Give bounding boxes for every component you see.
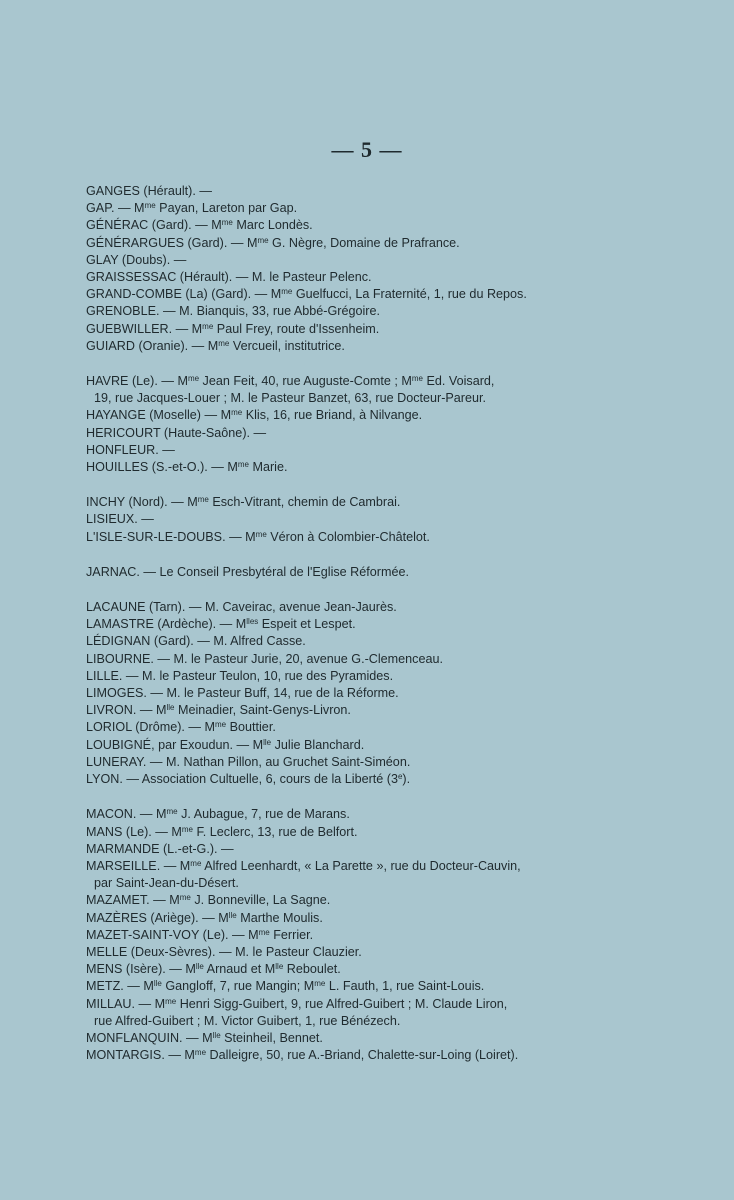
listing-entry xyxy=(86,442,612,459)
title-abbreviation: me xyxy=(255,529,267,539)
entry-line: LILLE. — M. le Pasteur Teulon, 10, rue des Pyramides. xyxy=(86,668,394,683)
entry-line: INCHY (Nord). — $M^{me}$ Esch-Vitrant, chemin de Cambrai. xyxy=(86,495,401,510)
title-abbreviation: me xyxy=(165,996,177,1006)
title-abbreviation: me xyxy=(190,858,202,868)
listing-entry xyxy=(86,754,612,771)
listing-entry xyxy=(86,892,612,909)
entry-line: MAZÈRES (Ariège). — $M^{lle}$ Marthe Moulis. xyxy=(86,910,323,925)
entry-line: MENS (Isère). — $M^{lle}$ Arnaud et $M^{lle}$ Reboulet. xyxy=(86,962,341,977)
page-number: — 5 — xyxy=(331,137,403,162)
title-abbreviation: me xyxy=(214,720,227,730)
entry-line: GRAND-COMBE (La) (Gard). — $M^{me}$ Guelfucci, La Fraternité, 1, rue du Repos. xyxy=(86,287,527,302)
entry-line: JARNAC. — Le Conseil Presbytéral de l'Eglise Réformée. xyxy=(86,564,409,579)
listing-entry xyxy=(86,494,612,511)
title-abbreviation: me xyxy=(237,460,249,470)
entry-line: MARMANDE (L.-et-G.). — xyxy=(86,841,234,856)
entry-line: LACAUNE (Tarn). — M. Caveirac, avenue Jean-Jaurès. xyxy=(86,600,397,615)
listing-entry xyxy=(86,183,612,200)
listing-entry xyxy=(86,425,612,442)
title-abbreviation: me xyxy=(231,408,243,418)
listing-entry xyxy=(86,373,612,407)
title-abbreviation: me xyxy=(221,218,233,228)
listing-entry xyxy=(86,1030,612,1047)
title-abbreviation: me xyxy=(257,235,269,245)
entry-line: LIBOURNE. — M. le Pasteur Jurie, 20, avenue G.-Clemenceau. xyxy=(86,651,443,666)
listing-entry xyxy=(86,1047,612,1064)
directory-listing xyxy=(86,183,612,1082)
title-abbreviation: me xyxy=(314,979,326,989)
entry-line: GÉNÉRAC (Gard). — $M^{me}$ Marc Londès. xyxy=(86,218,313,233)
title-abbreviation: lle xyxy=(195,962,204,972)
listing-section xyxy=(86,564,612,581)
entry-line: GUIARD (Oranie). — $M^{me}$ Vercueil, institutrice. xyxy=(86,338,345,353)
title-abbreviation: e xyxy=(397,772,403,782)
entry-line: HONFLEUR. — xyxy=(86,442,175,457)
entry-line: GAP. — $M^{me}$ Payan, Lareton par Gap. xyxy=(86,201,298,216)
entry-line: METZ. — $M^{lle}$ Gangloff, 7, rue Mangin; $M^{me}$ L. Fauth, 1, rue Saint-Louis. xyxy=(86,979,485,994)
listing-entry xyxy=(86,564,612,581)
listing-entry xyxy=(86,685,612,702)
entry-line: LORIOL (Drôme). — $M^{me}$ Bouttier. xyxy=(86,720,276,735)
listing-entry xyxy=(86,252,612,269)
title-abbreviation: lle xyxy=(228,910,237,920)
listing-entry xyxy=(86,737,612,754)
entry-line: GANGES (Hérault). — xyxy=(86,184,212,198)
listing-entry xyxy=(86,303,612,320)
entry-line: GUEBWILLER. — $M^{me}$ Paul Frey, route d'Issenheim. xyxy=(86,321,380,336)
title-abbreviation: lle xyxy=(166,703,175,713)
listing-entry xyxy=(86,269,612,286)
title-abbreviation: lle xyxy=(153,979,162,989)
entry-line: MILLAU. — $M^{me}$ Henri Sigg-Guibert, 9, rue Alfred-Guibert ; M. Claude Liron, xyxy=(86,996,508,1011)
listing-entry xyxy=(86,217,612,234)
title-abbreviation: me xyxy=(187,374,200,384)
listing-entry xyxy=(86,616,612,633)
listing-entry xyxy=(86,841,612,858)
entry-line: GRAISSESSAC (Hérault). — M. le Pasteur Pelenc. xyxy=(86,270,372,285)
listing-entry xyxy=(86,944,612,961)
title-abbreviation: lles xyxy=(246,617,259,627)
title-abbreviation: me xyxy=(258,927,270,937)
listing-entry xyxy=(86,338,612,355)
entry-line: LUNERAY. — M. Nathan Pillon, au Gruchet Saint-Siméon. xyxy=(86,754,411,769)
listing-entry xyxy=(86,651,612,668)
entry-continuation: rue Alfred-Guibert ; M. Victor Guibert, 1, rue Bénézech. xyxy=(94,1013,401,1028)
listing-entry xyxy=(86,996,612,1030)
listing-entry xyxy=(86,321,612,338)
listing-entry xyxy=(86,978,612,995)
listing-entry xyxy=(86,771,612,788)
listing-entry xyxy=(86,702,612,719)
listing-entry xyxy=(86,858,612,892)
entry-line: LYON. — Association Cultuelle, 6, cours de la Liberté (3e). xyxy=(86,772,411,787)
title-abbreviation: me xyxy=(144,201,156,211)
listing-entry xyxy=(86,961,612,978)
entry-line: LÉDIGNAN (Gard). — M. Alfred Casse. xyxy=(86,634,306,649)
entry-line: L'ISLE-SUR-LE-DOUBS. — $M^{me}$ Véron à Colombier-Châtelot. xyxy=(86,529,430,544)
title-abbreviation: me xyxy=(218,338,230,348)
entry-line: MAZAMET. — $M^{me}$ J. Bonneville, La Sagne. xyxy=(86,893,331,908)
title-abbreviation: me xyxy=(411,374,423,384)
entry-line: MACON. — $M^{me}$ J. Aubague, 7, rue de Marans. xyxy=(86,807,350,822)
listing-entry xyxy=(86,668,612,685)
entry-line: GRENOBLE. — M. Bianquis, 33, rue Abbé-Grégoire. xyxy=(86,304,380,319)
entry-line: LIMOGES. — M. le Pasteur Buff, 14, rue de la Réforme. xyxy=(86,686,399,701)
entry-line: MAZET-SAINT-VOY (Le). — $M^{me}$ Ferrier. xyxy=(86,927,314,942)
listing-entry xyxy=(86,806,612,823)
title-abbreviation: lle xyxy=(263,737,272,747)
entry-line: LOUBIGNÉ, par Exoudun. — $M^{lle}$ Julie Blanchard. xyxy=(86,737,365,752)
entry-line: MONFLANQUIN. — $M^{lle}$ Steinheil, Bennet. xyxy=(86,1030,323,1045)
entry-line: LAMASTRE (Ardèche). — $M^{lles}$ Espeit et Lespet. xyxy=(86,617,356,632)
title-abbreviation: me xyxy=(179,893,191,903)
title-abbreviation: lle xyxy=(212,1030,221,1040)
listing-entry xyxy=(86,407,612,424)
listing-entry xyxy=(86,459,612,476)
entry-line: MELLE (Deux-Sèvres). — M. le Pasteur Clauzier. xyxy=(86,944,362,959)
title-abbreviation: me xyxy=(202,321,214,331)
title-abbreviation: me xyxy=(194,1048,207,1058)
title-abbreviation: me xyxy=(281,287,293,297)
listing-entry xyxy=(86,910,612,927)
entry-line: HERICOURT (Haute-Saône). — xyxy=(86,425,267,440)
listing-entry xyxy=(86,286,612,303)
listing-section xyxy=(86,494,612,546)
entry-line: LISIEUX. — xyxy=(86,512,154,527)
entry-line: MANS (Le). — $M^{me}$ F. Leclerc, 13, rue de Belfort. xyxy=(86,824,358,839)
listing-entry xyxy=(86,529,612,546)
listing-entry xyxy=(86,927,612,944)
listing-entry xyxy=(86,824,612,841)
entry-line: HAVRE (Le). — $M^{me}$ Jean Feit, 40, rue Auguste-Comte ; $M^{me}$ Ed. Voisard, xyxy=(86,374,495,389)
title-abbreviation: me xyxy=(166,807,178,817)
entry-line: MONTARGIS. — $M^{me}$ Dalleigre, 50, rue A.-Briand, Chalette-sur-Loing (Loiret). xyxy=(86,1048,519,1063)
listing-entry xyxy=(86,719,612,736)
listing-entry xyxy=(86,511,612,528)
title-abbreviation: lle xyxy=(275,962,284,972)
title-abbreviation: me xyxy=(181,824,193,834)
listing-entry xyxy=(86,599,612,616)
listing-section xyxy=(86,373,612,476)
listing-entry xyxy=(86,633,612,650)
entry-line: LIVRON. — $M^{lle}$ Meinadier, Saint-Genys-Livron. xyxy=(86,703,351,718)
title-abbreviation: me xyxy=(197,495,209,505)
entry-continuation: 19, rue Jacques-Louer ; M. le Pasteur Banzet, 63, rue Docteur-Pareur. xyxy=(94,391,487,406)
entry-line: HOUILLES (S.-et-O.). — $M^{me}$ Marie. xyxy=(86,460,288,475)
listing-section xyxy=(86,806,612,1064)
entry-line: GÉNÉRARGUES (Gard). — $M^{me}$ G. Nègre, Domaine de Prafrance. xyxy=(86,235,460,250)
listing-section xyxy=(86,599,612,788)
entry-line: GLAY (Doubs). — xyxy=(86,252,187,267)
entry-line: MARSEILLE. — $M^{me}$ Alfred Leenhardt, « La Parette », rue du Docteur-Cauvin, xyxy=(86,858,521,873)
listing-entry xyxy=(86,235,612,252)
entry-continuation: par Saint-Jean-du-Désert. xyxy=(94,876,239,891)
listing-section xyxy=(86,183,612,355)
listing-entry xyxy=(86,200,612,217)
entry-line: HAYANGE (Moselle) — $M^{me}$ Klis, 16, rue Briand, à Nilvange. xyxy=(86,408,423,423)
